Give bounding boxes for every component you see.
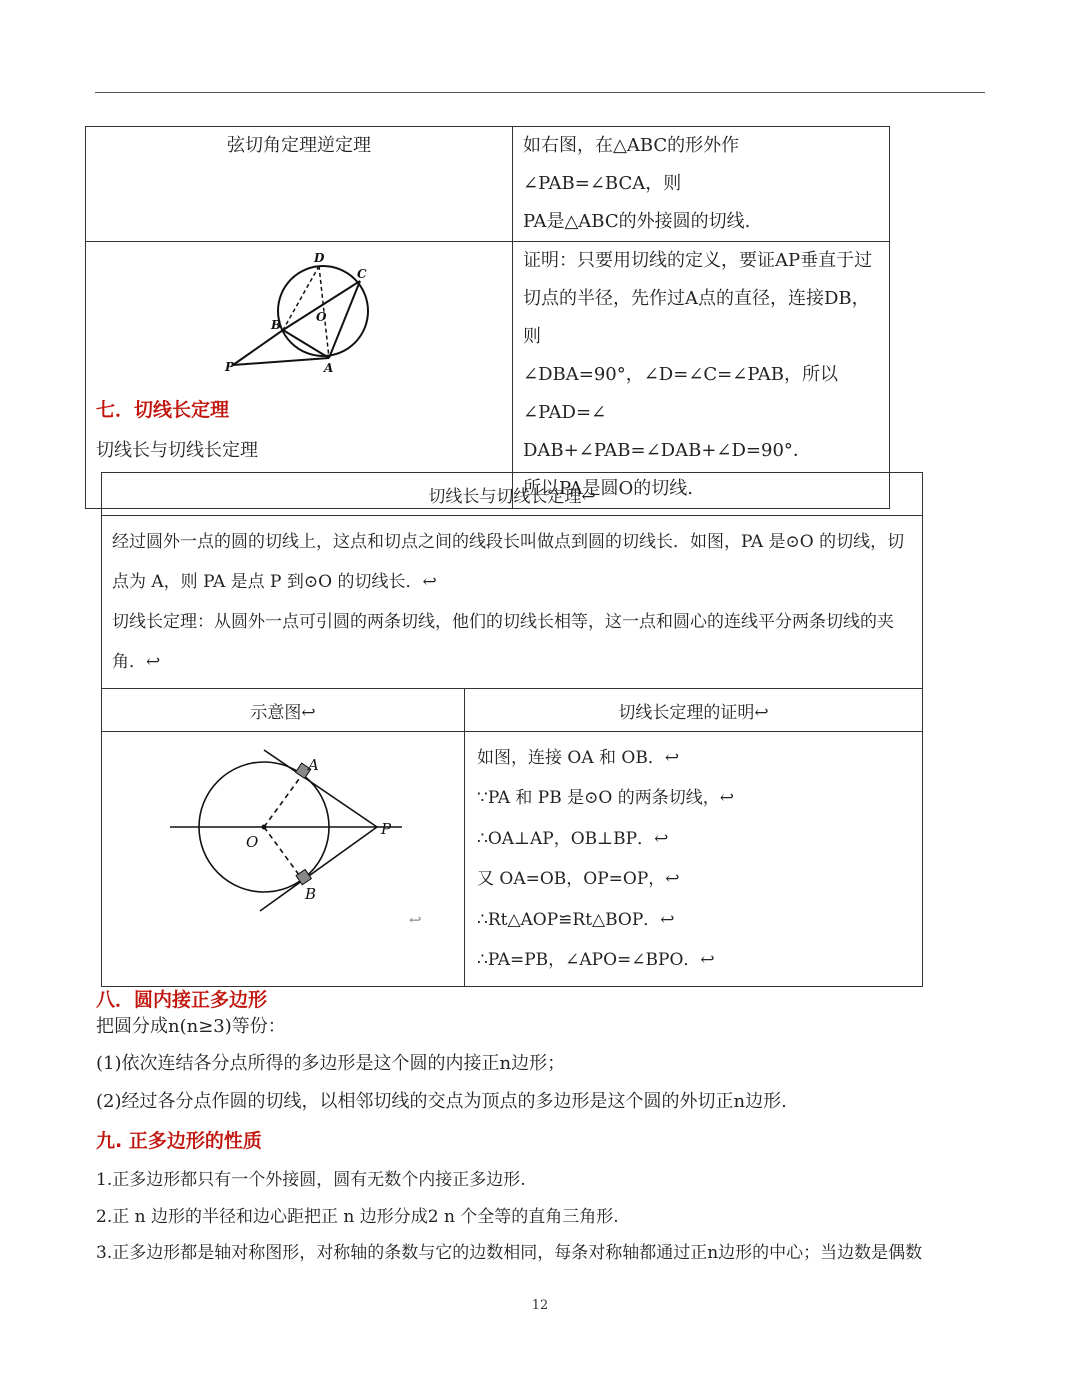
section-9-item-2: 2.正 n 边形的半径和边心距把正 n 边形分成2 n 个全等的直角三角形.	[96, 1207, 619, 1227]
figure-cell	[86, 242, 513, 509]
header-rule	[95, 92, 985, 93]
section-8-intro: 把圆分成n(n≥3)等份：	[96, 1016, 286, 1037]
proof-steps-cell	[465, 732, 923, 987]
definition-line-1: 经过圆外一点的圆的切线上，这点和切点之间的线段长叫做点到圆的切线长．如图，PA 是⊙O 的切线，切	[112, 532, 905, 552]
theorem-line-2: 角．↩	[112, 652, 161, 672]
tangent-pb	[260, 827, 377, 911]
diagram-header-cell	[102, 689, 465, 732]
proof-step: ∵PA 和 PB 是⊙O 的两条切线，↩	[477, 788, 734, 809]
center-point	[262, 825, 267, 830]
radius-oa	[264, 775, 302, 827]
theorem-line-1: 切线长定理：从圆外一点可引圆的两条切线，他们的切线长相等，这一点和圆心的连线平分两条切线的夹	[112, 612, 894, 632]
section-7-subtitle: 切线长与切线长定理	[96, 440, 258, 461]
label-p: P	[225, 360, 235, 374]
section-9-item-3: 3.正多边形都是轴对称图形，对称轴的条数与它的边数相同，每条对称轴都通过正n边形的中心；当边数是偶数	[96, 1243, 923, 1263]
diagram-cell	[102, 732, 465, 987]
label-c: C	[357, 267, 367, 281]
section-7-heading: 七．切线长定理	[96, 399, 230, 421]
theorem-name-cell	[86, 127, 513, 242]
segment-db	[283, 266, 319, 330]
section-8-heading: 八．圆内接正多边形	[96, 989, 268, 1011]
tangent-pa	[264, 750, 377, 827]
section-8-item-1: (1)依次连结各分点所得的多边形是这个圆的内接正n边形；	[96, 1053, 566, 1074]
tangent-length-table	[101, 472, 923, 987]
proof-step: ∴OA⊥AP，OB⊥BP．↩	[477, 828, 669, 849]
label-a2: A	[308, 756, 319, 775]
proof-line-5: 所以PA是圆O的切线.	[523, 478, 693, 499]
radius-ob	[264, 827, 302, 879]
label-o2: O	[246, 833, 259, 852]
definition-line-2: 点为 A，则 PA 是点 P 到⊙O 的切线长．↩	[112, 572, 437, 592]
label-b: B	[271, 318, 282, 332]
statement-line-2: PA是△ABC的外接圆的切线.	[523, 211, 751, 232]
proof-step: ∴PA=PB，∠APO=∠BPO．↩	[477, 950, 715, 971]
segment-ba	[283, 330, 329, 358]
section-9-heading: 九. 正多边形的性质	[96, 1130, 262, 1152]
proof-header-cell	[465, 689, 923, 732]
proof-line-2: 切点的半径，先作过A点的直径，连接DB，则	[523, 288, 870, 347]
table-title: 切线长与切线长定理↩	[428, 486, 596, 507]
proof-step: 又 OA=OB，OP=OP，↩	[477, 869, 680, 890]
segment-ca	[329, 281, 360, 358]
segment-pb	[233, 330, 283, 365]
proof-header: 切线长定理的证明↩	[618, 702, 769, 723]
segment-pa	[233, 358, 329, 365]
diagram-header: 示意图↩	[250, 702, 316, 723]
definition-cell	[102, 516, 923, 689]
label-o: O	[316, 310, 327, 324]
table-title-cell	[102, 473, 923, 516]
label-p2: P	[381, 820, 392, 839]
label-a: A	[324, 361, 334, 375]
page-number: 12	[531, 1298, 549, 1313]
theorem-statement-cell	[513, 127, 890, 242]
proof-step: ∴Rt△AOP≌Rt△BOP．↩	[477, 909, 675, 930]
return-mark: ↩	[409, 911, 422, 930]
label-d: D	[314, 251, 325, 265]
tangent-length-figure	[102, 737, 462, 981]
theorem-name: 弦切角定理逆定理	[227, 135, 371, 156]
proof-line-4: DAB+∠PAB=∠DAB+∠D=90°．	[523, 440, 811, 461]
proof-step: 如图，连接 OA 和 OB．↩	[477, 748, 680, 768]
section-9-item-1: 1.正多边形都只有一个外接圆，圆有无数个内接正多边形.	[96, 1170, 526, 1190]
label-b2: B	[305, 885, 317, 904]
proof-cell	[513, 242, 890, 509]
proof-line-1: 证明：只要用切线的定义，要证AP垂直于过	[523, 250, 873, 271]
section-8-item-2: (2)经过各分点作圆的切线，以相邻切线的交点为顶点的多边形是这个圆的外切正n边形.	[96, 1091, 787, 1112]
proof-line-3: ∠DBA=90°，∠D=∠C=∠PAB，所以∠PAD=∠	[523, 364, 839, 423]
statement-line-1: 如右图，在△ABC的形外作∠PAB=∠BCA，则	[523, 135, 740, 194]
